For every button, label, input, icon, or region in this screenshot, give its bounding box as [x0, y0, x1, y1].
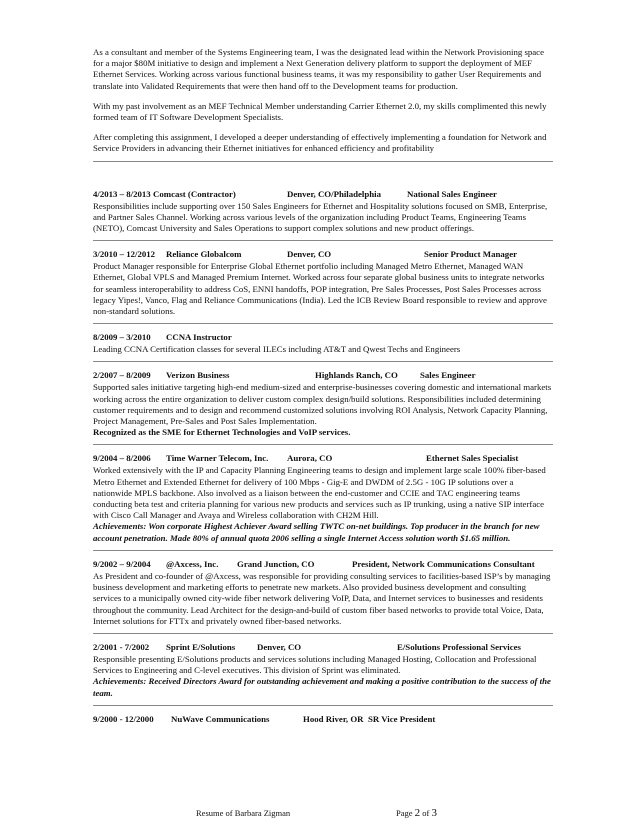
section-divider	[93, 705, 553, 706]
job-dates: 8/2009 – 3/2010	[93, 332, 151, 343]
job-title: President, Network Communications Consultant	[352, 558, 535, 569]
job-header	[93, 249, 553, 261]
job-entry-time-warner	[93, 453, 553, 543]
job-company: Comcast (Contractor)	[153, 188, 236, 199]
job-company: @Axcess, Inc.	[166, 558, 219, 569]
job-title: Sales Engineer	[420, 370, 476, 381]
job-entry-ccna	[93, 332, 553, 355]
job-dates: 2/2001 - 7/2002	[93, 641, 150, 652]
footer-page-number: 2	[414, 807, 421, 819]
footer-page-total: 3	[431, 807, 437, 819]
job-location: Denver, CO/Philadelphia	[287, 188, 382, 199]
footer-of-label: of	[422, 808, 430, 818]
job-header	[93, 370, 553, 382]
job-location: Highlands Ranch, CO	[315, 370, 398, 381]
job-location: Grand Junction, CO	[237, 558, 315, 569]
job-location: Aurora, CO	[287, 453, 333, 464]
job-location: Denver, CO	[257, 641, 302, 652]
job-description: Responsibilities include supporting over 150 Sales Engineers for Ethernet and Hospitality solutions focused on SMB, Enterprise, and Partner Sales Channel. Working across various levels of the organization including Product Teams, Engineering Teams (NETO), Comcast University and Sales Operations to support complex solutions and new product offerings.	[93, 200, 548, 234]
job-description: Worked extensively with the IP and Capacity Planning Engineering teams to design and implement large scale 100% fiber-based Metro Ethernet and Extended Ethernet for delivery of 100 Mbps - Gig-E and DWDM of 2.5G - 10G IP solutions over a nationwide MPLS backbone. Also involved as a liaison between the end-customer and CCIE and TAC engineering teams conducting beta test and criteria planning for various new products and services such as IP trunking, using a native SIP interface with Cisco Call Manager and Avaya and Wireless collaboration with CH2M Hill.	[93, 465, 546, 521]
section-divider	[93, 323, 553, 324]
job-location: Hood River, OR	[303, 713, 364, 724]
job-dates: 4/2013 – 8/2013	[93, 188, 151, 199]
footer-page-label: Page	[396, 808, 413, 818]
page-content	[93, 47, 553, 730]
job-title: SR Vice President	[368, 713, 436, 724]
job-company: CCNA Instructor	[166, 332, 232, 343]
job-dates: 9/2004 – 8/2006	[93, 453, 151, 464]
job-dates: 9/2000 - 12/2000	[93, 713, 154, 724]
job-header	[93, 453, 553, 465]
section-divider	[93, 550, 553, 551]
job-location: Denver, CO	[287, 249, 332, 260]
job-entry-verizon	[93, 370, 553, 438]
job-entry-sprint	[93, 642, 553, 699]
job-header	[93, 642, 553, 654]
job-entry-reliance	[93, 249, 553, 317]
intro-paragraph-2: With my past involvement as an MEF Technical Member understanding Carrier Ethernet 2.0, my skills complimented this newly formed team of IT Software Development Specialists.	[93, 100, 547, 123]
job-company: Sprint E/Solutions	[166, 641, 236, 652]
job-description: Leading CCNA Certification classes for several ILECs including AT&T and Qwest Techs and Engineers	[93, 344, 461, 355]
job-description: As President and co-founder of @Axcess, was responsible for providing consulting services to facilities-based ISP’s by managing business development and marketing efforts to penetrate new markets. Also provided business development and consulting services to a municipally owned city-wide fiber network delivering VoIP, Data, and Internet services to businesses and residents throughout the community. Lead Architect for the design-and-build of custom fiber based networks to provide total Voice, Data, Internet solutions for FTTx and privately owned fiber-based networks.	[93, 570, 551, 626]
job-description: Responsible presenting E/Solutions products and services solutions including Managed Hosting, Collocation and Professional Services to Engineering and C-level executives. This division of Sprint was eliminated.	[93, 653, 537, 676]
job-dates: 2/2007 – 8/2009	[93, 370, 151, 381]
job-entry-nuwave	[93, 714, 553, 726]
job-header	[93, 559, 553, 571]
job-title: E/Solutions Professional Services	[397, 641, 521, 652]
job-header	[93, 714, 553, 726]
section-divider	[93, 161, 553, 162]
job-entry-comcast	[93, 189, 553, 235]
footer-page-indicator	[396, 808, 437, 819]
job-achievements: Achievements: Won corporate Highest Achiever Award selling TWTC on-net buildings. Top producer in the branch for new account penetration. Made 80% of annual quota 2006 selling a single Internet Access solution worth $1.65 million.	[93, 521, 540, 543]
job-title: Senior Product Manager	[424, 249, 518, 260]
job-company: Reliance Globalcom	[166, 249, 242, 260]
job-description: Product Manager responsible for Enterprise Global Ethernet portfolio including Managed Metro Ethernet, Managed WAN Ethernet, Global VPLS and Managed Premium Internet. Worked across four separate global business units to integrate networks for seamless interoperability to address CoS, ENNI handoffs, POP integration, Pre Sales Processes, Post Sales Processes across legacy Yipes!, Vanco, Flag and Reliance Communications (India). Led the ICB Review Board responsible to review and approve non-standard solutions.	[93, 261, 547, 317]
job-company: Time Warner Telecom, Inc.	[166, 453, 269, 464]
section-divider	[93, 361, 553, 362]
job-header	[93, 332, 553, 344]
job-recognition: Recognized as the SME for Ethernet Technologies and VoIP services.	[93, 427, 351, 438]
job-title: Ethernet Sales Specialist	[426, 453, 519, 464]
job-entry-axcess	[93, 559, 553, 627]
job-dates: 9/2002 – 9/2004	[93, 558, 151, 569]
job-description: Supported sales initiative targeting high-end medium-sized and enterprise-businesses covering domestic and international markets working across the entire organization to deliver custom complex design/build solutions. Responsibilities included determining customer requirements and to design and recommend customized solutions involving ROI Analysis, Network Capacity Planning, Project Management, Pre-Sales and Post Sales Implementation.	[93, 382, 552, 427]
job-company: NuWave Communications	[171, 713, 270, 724]
section-divider	[93, 444, 553, 445]
section-divider	[93, 633, 553, 634]
job-header	[93, 189, 553, 201]
intro-paragraph-3: After completing this assignment, I developed a deeper understanding of effectively implementing a foundation for Network and Service Providers in advancing their Ethernet initiatives for enhanced efficiency and profitability	[93, 132, 547, 154]
job-achievements: Achievements: Received Directors Award for outstanding achievement and making a positive contribution to the success of the team.	[93, 676, 551, 698]
intro-paragraph-1: As a consultant and member of the Systems Engineering team, I was the designated lead within the Network Provisioning space for a major $80M initiative to design and implement a Next Generation delivery platform to support the deployment of MEF Ethernet Services. Working across various functional business teams, it was my responsibility to gather User Requirements and translate into Validated Requirements that were then hand off to the Development teams for production.	[93, 47, 544, 91]
job-dates: 3/2010 – 12/2012	[93, 249, 156, 260]
job-title: National Sales Engineer	[407, 188, 497, 199]
section-divider	[93, 240, 553, 241]
job-company: Verizon Business	[166, 370, 230, 381]
footer-resume-name: Resume of Barbara Zigman	[196, 808, 291, 818]
